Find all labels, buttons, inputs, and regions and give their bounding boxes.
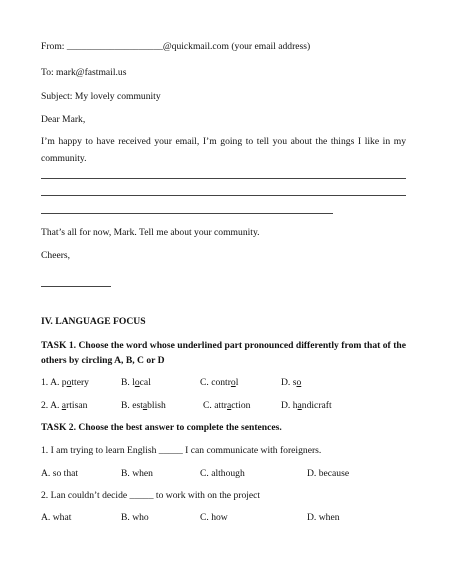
q1-option-d[interactable]: D. because (307, 468, 350, 479)
cheers: Cheers, (41, 250, 71, 261)
section-title: IV. LANGUAGE FOCUS (41, 316, 146, 327)
task1-q2-option-b[interactable]: B. establish (121, 400, 166, 411)
q2-option-b[interactable]: B. who (121, 512, 149, 523)
q2-option-c[interactable]: C. how (200, 512, 228, 523)
question-2: 2. Lan couldn’t decide _____ to work with on the project (41, 490, 261, 501)
q2-option-d[interactable]: D. when (307, 512, 340, 523)
from-line (41, 41, 310, 53)
from-label: From: (41, 41, 65, 52)
task1-title: TASK 1. Choose the word whose underlined part pronounced differently from that of the others by circling A, B, C or D (41, 340, 406, 366)
writing-line-2 (41, 195, 406, 196)
task1-q1-option-d[interactable]: D. so (281, 377, 302, 388)
q2-option-a[interactable]: A. what (41, 512, 72, 523)
q1-option-b[interactable]: B. when (121, 468, 153, 479)
task2-title: TASK 2. Choose the best answer to complete the sentences. (41, 422, 282, 433)
greeting: Dear Mark, (41, 114, 86, 125)
task1-q2-option-d[interactable]: D. handicraft (281, 400, 332, 411)
letter-body: I’m happy to have received your email, I’m going to tell you about the things I like in my community. (41, 136, 406, 164)
q1-option-c[interactable]: C. although (200, 468, 245, 479)
signature-line (41, 286, 111, 287)
q1-option-a[interactable]: A. so that (41, 468, 79, 479)
question-1: 1. I am trying to learn English _____ I can communicate with foreigners. (41, 445, 322, 456)
from-blank: ____________________ (66, 41, 163, 52)
task1-q1-option-b[interactable]: B. local (121, 377, 151, 388)
task1-q2-option-c[interactable]: C. attraction (203, 400, 251, 411)
writing-line-1 (41, 178, 406, 179)
task1-q1-option-a[interactable]: 1. A. pottery (41, 377, 89, 388)
subject-line: Subject: My lovely community (41, 91, 161, 102)
writing-line-3 (41, 213, 333, 214)
task1-q2-option-a[interactable]: 2. A. artisan (41, 400, 88, 411)
closing-text: That’s all for now, Mark. Tell me about your community. (41, 227, 260, 238)
to-line: To: mark@fastmail.us (41, 67, 127, 78)
task1-q1-option-c[interactable]: C. control (200, 377, 239, 388)
from-domain: @quickmail.com (your email address) (162, 41, 311, 52)
